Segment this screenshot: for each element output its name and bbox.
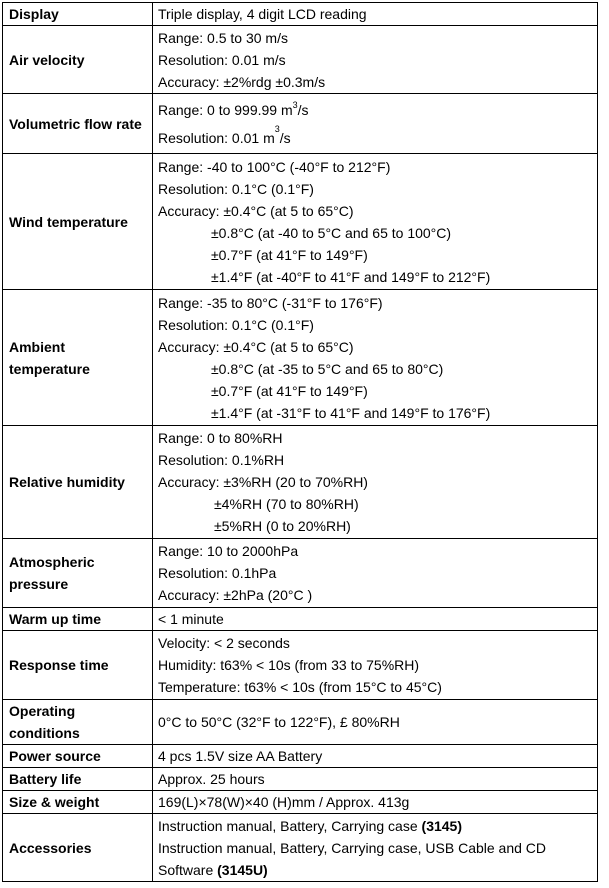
wind-temp-accuracy-4: ±1.4°F (at -40°F to 41°F and 149°F to 212°F) <box>211 268 491 285</box>
accessories-line-1: Instruction manual, Battery, Carrying case (3145) <box>158 817 462 834</box>
wind-temp-accuracy-3: ±0.7°F (at 41°F to 149°F) <box>211 246 368 263</box>
value-response-time <box>153 631 598 700</box>
wind-temp-resolution: Resolution: 0.1°C (0.1°F) <box>158 180 314 197</box>
model-3145u: (3145U) <box>217 861 268 878</box>
value-accessories <box>153 814 598 882</box>
label-flow-rate: Volumetric flow rate <box>3 94 153 154</box>
label-air-velocity: Air velocity <box>3 26 153 94</box>
value-wind-temperature <box>153 154 598 290</box>
humidity-range: Range: 0 to 80%RH <box>158 430 283 446</box>
size-line: 169(L)×78(W)×40 (H)mm / Approx. 413g <box>158 794 410 810</box>
row-operating-conditions <box>3 700 598 745</box>
row-relative-humidity <box>3 426 598 539</box>
wind-temp-accuracy: Accuracy: ±0.4°C (at 5 to 65°C) <box>158 202 354 219</box>
label-response-time: Response time <box>3 631 153 700</box>
row-flow-rate <box>3 94 598 154</box>
humidity-resolution: Resolution: 0.1%RH <box>158 452 285 468</box>
label-warm-up-time: Warm up time <box>3 608 153 631</box>
row-ambient-temperature <box>3 290 598 426</box>
label-battery-life: Battery life <box>3 768 153 791</box>
air-velocity-accuracy: Accuracy: ±2%rdg ±0.3m/s <box>158 73 326 90</box>
wind-temp-accuracy-2: ±0.8°C (at -40 to 5°C and 65 to 100°C) <box>211 224 452 241</box>
label-display: Display <box>3 3 153 26</box>
response-temperature: Temperature: t63% < 10s (from 15°C to 45°C) <box>158 679 442 695</box>
wind-temp-range: Range: -40 to 100°C (-40°F to 212°F) <box>158 158 391 175</box>
label-wind-temperature: Wind temperature <box>3 154 153 290</box>
value-battery-life <box>153 768 598 791</box>
humidity-accuracy: Accuracy: ±3%RH (20 to 70%RH) <box>158 474 368 490</box>
ambient-temp-accuracy: Accuracy: ±0.4°C (at 5 to 65°C) <box>158 338 354 355</box>
value-power-source <box>153 745 598 768</box>
air-velocity-resolution: Resolution: 0.01 m/s <box>158 51 286 68</box>
value-display <box>153 3 598 26</box>
flow-resolution: Resolution: 0.01 $m^3/s$ <box>158 123 291 146</box>
ambient-temp-resolution: Resolution: 0.1°C (0.1°F) <box>158 316 314 333</box>
ambient-temp-accuracy-2: ±0.8°C (at -35 to 5°C and 65 to 80°C) <box>211 360 444 377</box>
row-size-weight <box>3 791 598 814</box>
row-atmospheric-pressure <box>3 539 598 608</box>
spec-table <box>2 2 598 882</box>
power-line: 4 pcs 1.5V size AA Battery <box>158 748 323 764</box>
row-warm-up-time <box>3 608 598 631</box>
humidity-accuracy-3: ±5%RH (0 to 20%RH) <box>214 518 351 534</box>
label-accessories: Accessories <box>3 814 153 882</box>
row-accessories <box>3 814 598 882</box>
pressure-range: Range: 10 to 2000hPa <box>158 543 299 559</box>
row-display <box>3 3 598 26</box>
operating-line: 0°C to 50°C (32°F to 122°F), £ 80%RH <box>158 714 400 730</box>
value-relative-humidity <box>153 426 598 539</box>
label-size-weight: Size & weight <box>3 791 153 814</box>
row-response-time <box>3 631 598 700</box>
pressure-resolution: Resolution: 0.1hPa <box>158 565 277 581</box>
humidity-accuracy-2: ±4%RH (70 to 80%RH) <box>214 496 359 512</box>
row-wind-temperature <box>3 154 598 290</box>
label-relative-humidity: Relative humidity <box>3 426 153 539</box>
battery-line: Approx. 25 hours <box>158 771 265 787</box>
row-power-source <box>3 745 598 768</box>
row-air-velocity <box>3 26 598 94</box>
accessories-line-2: Instruction manual, Battery, Carrying case, USB Cable and CD <box>158 839 547 856</box>
row-battery-life <box>3 768 598 791</box>
display-line: Triple display, 4 digit LCD reading <box>158 6 367 22</box>
value-size-weight <box>153 791 598 814</box>
label-power-source: Power source <box>3 745 153 768</box>
air-velocity-range: Range: 0.5 to 30 m/s <box>158 29 288 46</box>
value-operating-conditions <box>153 700 598 745</box>
response-humidity: Humidity: t63% < 10s (from 33 to 75%RH) <box>158 657 420 673</box>
label-operating-conditions: Operating conditions <box>3 700 153 745</box>
pressure-accuracy: Accuracy: ±2hPa (20°C ) <box>158 587 313 603</box>
ambient-temp-accuracy-4: ±1.4°F (at -31°F to 41°F and 149°F to 176°F) <box>211 404 491 421</box>
value-warm-up-time <box>153 608 598 631</box>
flow-range: Range: 0 to 999.99 $m^3/s$ <box>158 99 309 118</box>
label-ambient-temperature: Ambient temperature <box>3 290 153 426</box>
value-flow-rate <box>153 94 598 154</box>
ambient-temp-accuracy-3: ±0.7°F (at 41°F to 149°F) <box>211 382 368 399</box>
value-air-velocity <box>153 26 598 94</box>
warm-up-line: < 1 minute <box>158 611 224 627</box>
value-atmospheric-pressure <box>153 539 598 608</box>
value-ambient-temperature <box>153 290 598 426</box>
accessories-line-3: Software (3145U) <box>158 861 268 878</box>
response-velocity: Velocity: < 2 seconds <box>158 635 290 651</box>
label-atmospheric-pressure: Atmospheric pressure <box>3 539 153 608</box>
ambient-temp-range: Range: -35 to 80°C (-31°F to 176°F) <box>158 294 383 311</box>
model-3145: (3145) <box>421 817 462 834</box>
